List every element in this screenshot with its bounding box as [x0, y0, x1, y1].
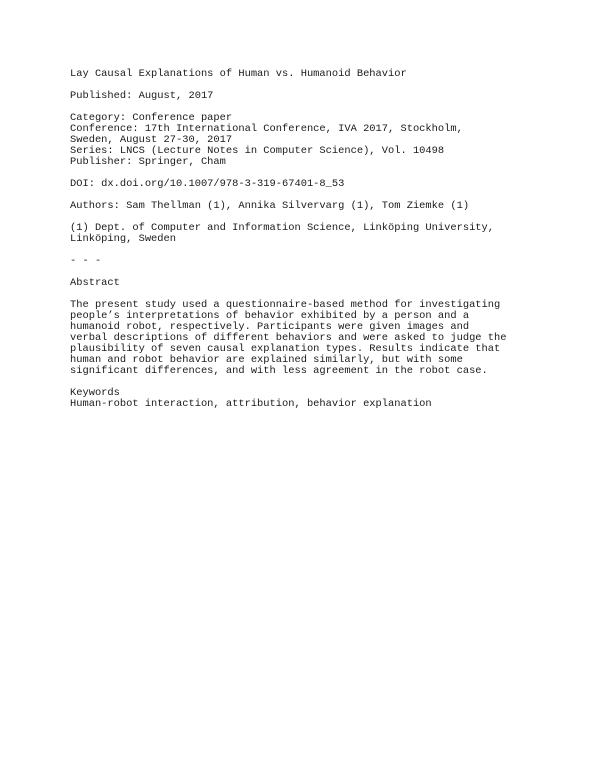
doi-block [70, 179, 540, 190]
conference-line-2: Sweden, August 27-30, 2017 [70, 134, 233, 146]
doi-line: DOI: dx.doi.org/10.1007/978-3-319-67401-8_53 [70, 178, 345, 190]
abstract-line: plausibility of seven causal explanation types. Results indicate that [70, 343, 501, 355]
publication-meta [70, 113, 540, 168]
affiliation-line-1: (1) Dept. of Computer and Information Science, Linköping University, [70, 222, 495, 234]
abstract-line: human and robot behavior are explained similarly, but with some [70, 354, 463, 366]
keywords-text: Human-robot interaction, attribution, behavior explanation [70, 398, 432, 410]
authors-block [70, 201, 540, 212]
conference-line-1: Conference: 17th International Conference, IVA 2017, Stockholm, [70, 123, 463, 135]
document-page [70, 69, 540, 421]
affiliation-block [70, 223, 540, 245]
abstract-line: verbal descriptions of different behaviors and were asked to judge the [70, 332, 507, 344]
affiliation-line-2: Linköping, Sweden [70, 233, 177, 245]
abstract-body [70, 300, 540, 377]
abstract-line: humanoid robot, respectively. Participants were given images and [70, 321, 470, 333]
category-line: Category: Conference paper [70, 112, 233, 124]
series-line: Series: LNCS (Lecture Notes in Computer Science), Vol. 10498 [70, 145, 445, 157]
separator: - - - [70, 255, 102, 267]
abstract-line: significant differences, and with less agreement in the robot case. [70, 365, 488, 377]
authors-line: Authors: Sam Thellman (1), Annika Silvervarg (1), Tom Ziemke (1) [70, 200, 470, 212]
abstract-heading-block [70, 278, 540, 289]
published-date: Published: August, 2017 [70, 90, 214, 102]
abstract-line: The present study used a questionnaire-based method for investigating [70, 299, 501, 311]
keywords-block [70, 388, 540, 410]
keywords-heading: Keywords [70, 387, 120, 399]
published-block [70, 91, 540, 102]
separator-block [70, 256, 540, 267]
title-block [70, 69, 540, 80]
abstract-heading: Abstract [70, 277, 120, 289]
abstract-line: people’s interpretations of behavior exhibited by a person and a [70, 310, 470, 322]
publisher-line: Publisher: Springer, Cham [70, 156, 226, 168]
document-title: Lay Causal Explanations of Human vs. Humanoid Behavior [70, 68, 407, 80]
